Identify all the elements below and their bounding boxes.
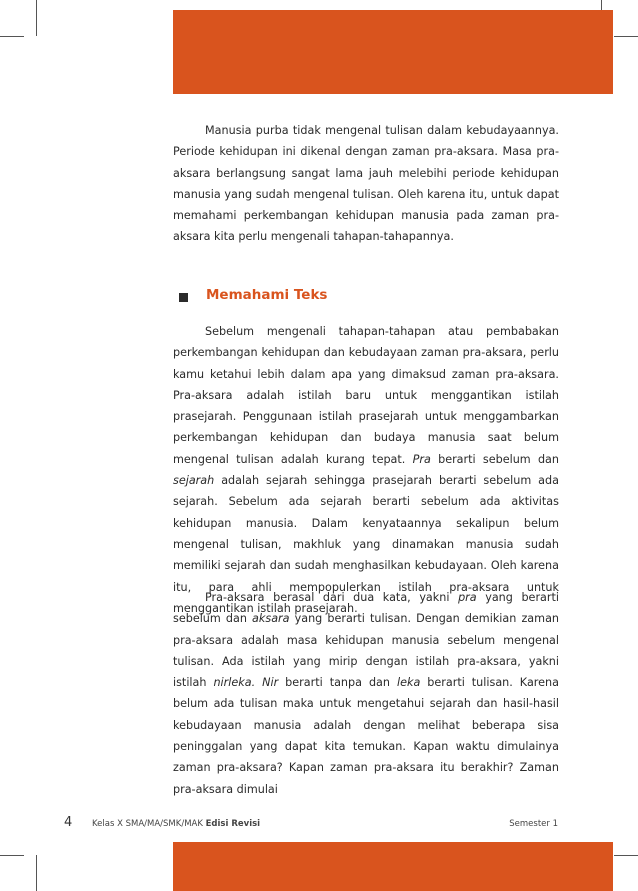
- footer-accent-bar: [173, 842, 613, 891]
- intro-text: [173, 120, 559, 248]
- book-title-text: Kelas X SMA/MA/SMK/MAK: [92, 819, 203, 829]
- section-title: Memahami Teks: [206, 287, 328, 303]
- book-title: [92, 819, 260, 829]
- paragraph-1: [173, 321, 559, 619]
- header-accent-bar: [173, 10, 613, 94]
- paragraph-2-text-b: yang berarti sebelum dan: [173, 591, 559, 626]
- paragraph-2-italic-d: leka: [396, 676, 421, 690]
- paragraph-1-text-c: adalah sejarah sehingga prasejarah berarti sebelum ada sejarah. Sebelum ada sejarah berarti sebelum ada aktivitas kehidupan manusia. Dalam kenyataannya sekalipun belum mengenal tulisan, makhluk yang dinamakan manusia sudah memiliki sejarah dan sudah menghasilkan kebudayaan. Oleh karena itu, para ahli mempopulerkan istilah pra-aksara untuk menggantikan istilah prasejarah.: [173, 474, 559, 615]
- paragraph-1-italic-a: Pra: [412, 452, 431, 466]
- body-paragraph-1: [173, 321, 559, 619]
- page-number: 4: [64, 815, 73, 830]
- crop-mark-bottom-right-h: [614, 855, 638, 856]
- crop-mark-top-right-h: [614, 36, 638, 37]
- paragraph-2-italic-a: pra: [458, 591, 477, 604]
- paragraph-2-text-d: berarti tanpa dan: [278, 676, 397, 690]
- crop-mark-top-left-v: [36, 0, 37, 36]
- paragraph-1-text-b: berarti sebelum dan: [430, 452, 559, 466]
- section-heading: [173, 286, 559, 310]
- semester-label: Semester 1: [509, 819, 558, 829]
- intro-paragraph: Manusia purba tidak mengenal tulisan dalam kebudayaannya. Periode kehidupan ini dikenal dengan zaman pra-aksara. Masa pra-aksara berlangsung sangat lama jauh melebihi periode kehidupan manusia yang sudah mengenal tulisan. Oleh karena itu, untuk dapat memahami perkembangan kehidupan manusia pada zaman pra-aksara kita perlu mengenali tahapan-tahapannya.: [173, 124, 559, 244]
- paragraph-2-text-a: Pra-aksara berasal dari dua kata, yakni: [205, 591, 459, 604]
- paragraph-2: [173, 587, 559, 800]
- paragraph-2-italic-c: nirleka. Nir: [213, 676, 279, 690]
- square-bullet-icon: [179, 293, 188, 302]
- paragraph-2-text-e: berarti tulisan. Karena belum ada tulisan maka untuk mengetahui sejarah dan hasil-hasil kebudayaan manusia adalah dengan melihat beberapa sisa peninggalan yang dapat kita temukan. Kapan waktu dimulainya zaman pra-aksara? Kapan zaman pra-aksara itu berakhir? Zaman pra-aksara dimulai: [173, 676, 559, 796]
- body-paragraph-2: [173, 587, 559, 800]
- page-footer: [0, 815, 638, 835]
- crop-mark-bottom-left-h: [0, 855, 24, 856]
- paragraph-1-text-a: Sebelum mengenali tahapan-tahapan atau pembabakan perkembangan kehidupan dan kebudayaan zaman pra-aksara, perlu kamu ketahui lebih dalam apa yang dimaksud zaman pra-aksara. Pra-aksara adalah istilah baru untuk menggantikan istilah prasejarah. Penggunaan istilah prasejarah untuk menggambarkan perkembangan kehidupan dan budaya manusia saat belum mengenal tulisan adalah kurang tepat.: [173, 325, 559, 466]
- paragraph-2-text-c: yang berarti tulisan. Dengan demikian zaman pra-aksara adalah masa kehidupan manusia sebelum mengenal tulisan. Ada istilah yang mirip dengan istilah pra-aksara, yakni istilah: [173, 612, 560, 690]
- crop-mark-bottom-left-v: [36, 855, 37, 891]
- paragraph-2-italic-b: aksara: [252, 612, 290, 626]
- crop-mark-top-left-h: [0, 36, 24, 37]
- paragraph-1-italic-b: sejarah: [173, 474, 215, 488]
- book-edition: Edisi Revisi: [205, 819, 261, 829]
